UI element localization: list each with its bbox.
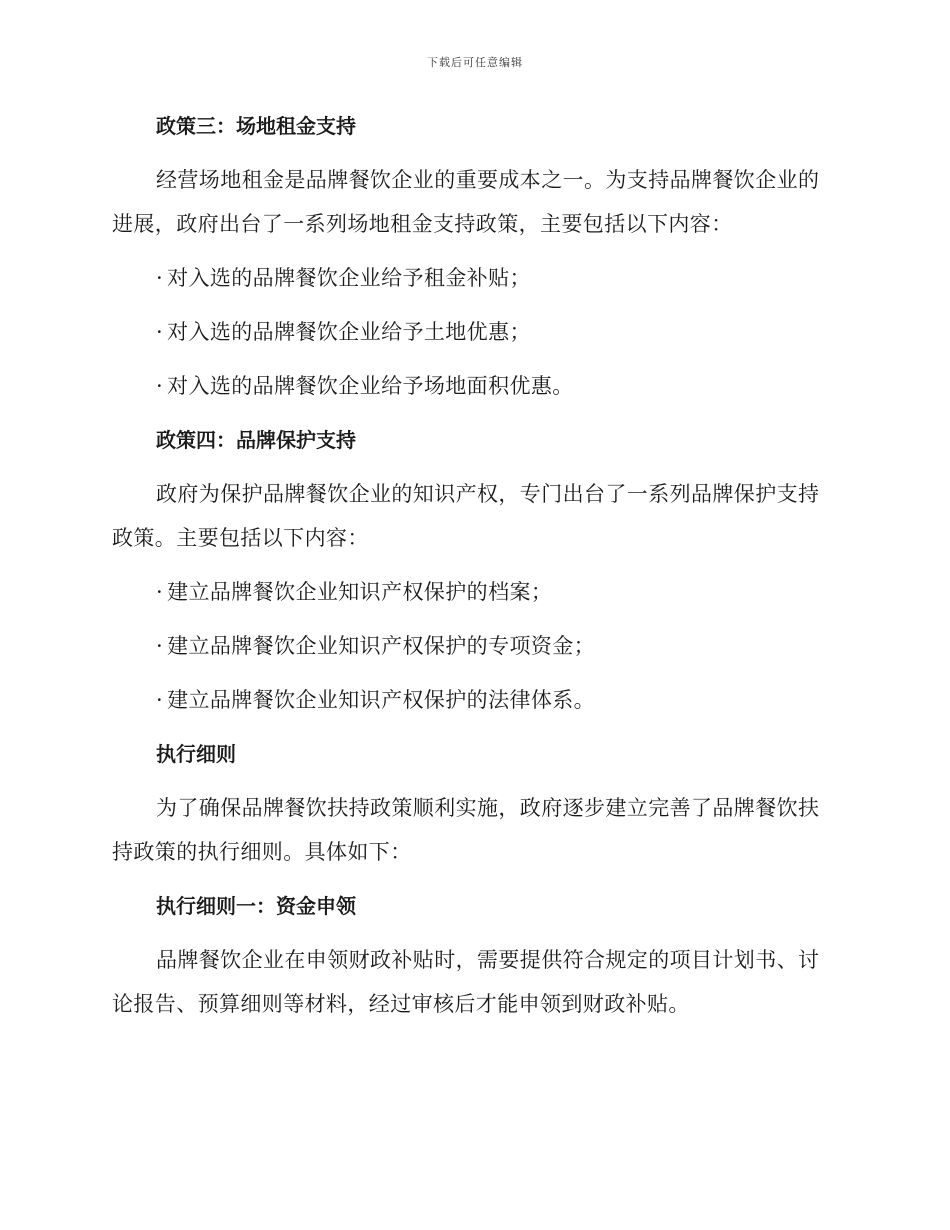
list-item-text: 对入选的品牌餐饮企业给予租金补贴； bbox=[167, 266, 531, 290]
section-heading-rules: 执行细则 bbox=[156, 742, 236, 766]
paragraph-policy3-intro: 经营场地租金是品牌餐饮企业的重要成本之一。为支持品牌餐饮企业的进展，政府出台了一系列场地租金支持政策，主要包括以下内容： bbox=[112, 168, 820, 236]
list-item-text: 建立品牌餐饮企业知识产权保护的专项资金； bbox=[167, 634, 596, 658]
list-item-text: 对入选的品牌餐饮企业给予场地面积优惠。 bbox=[167, 374, 574, 398]
bullet-mark: · bbox=[156, 688, 164, 712]
bullet-mark: · bbox=[156, 374, 164, 398]
list-item bbox=[112, 678, 832, 722]
list-item bbox=[112, 310, 832, 354]
list-item-text: 建立品牌餐饮企业知识产权保护的法律体系。 bbox=[167, 688, 596, 712]
bullet-mark: · bbox=[156, 320, 164, 344]
paragraph-rules-intro: 为了确保品牌餐饮扶持政策顺利实施，政府逐步建立完善了品牌餐饮扶持政策的执行细则。具体如下： bbox=[112, 796, 820, 864]
list-item bbox=[112, 364, 832, 408]
section-heading-rule1: 执行细则一：资金申领 bbox=[156, 894, 356, 918]
section-heading-policy4: 政策四：品牌保护支持 bbox=[156, 428, 356, 452]
list-item-text: 对入选的品牌餐饮企业给予土地优惠； bbox=[167, 320, 531, 344]
list-item bbox=[112, 256, 832, 300]
paragraph-policy4-intro: 政府为保护品牌餐饮企业的知识产权，专门出台了一系列品牌保护支持政策。主要包括以下内容： bbox=[112, 482, 820, 550]
list-item bbox=[112, 570, 832, 614]
bullet-mark: · bbox=[156, 580, 164, 604]
bullet-mark: · bbox=[156, 634, 164, 658]
document-body bbox=[112, 104, 832, 1036]
bullet-mark: · bbox=[156, 266, 164, 290]
list-item bbox=[112, 624, 832, 668]
paragraph-rule1-body: 品牌餐饮企业在申领财政补贴时，需要提供符合规定的项目计划书、讨论报告、预算细则等材料，经过审核后才能申领到财政补贴。 bbox=[112, 948, 820, 1016]
section-heading-policy3: 政策三：场地租金支持 bbox=[156, 114, 356, 138]
page-header: 下载后可任意编辑 bbox=[427, 56, 523, 69]
list-item-text: 建立品牌餐饮企业知识产权保护的档案； bbox=[167, 580, 553, 604]
